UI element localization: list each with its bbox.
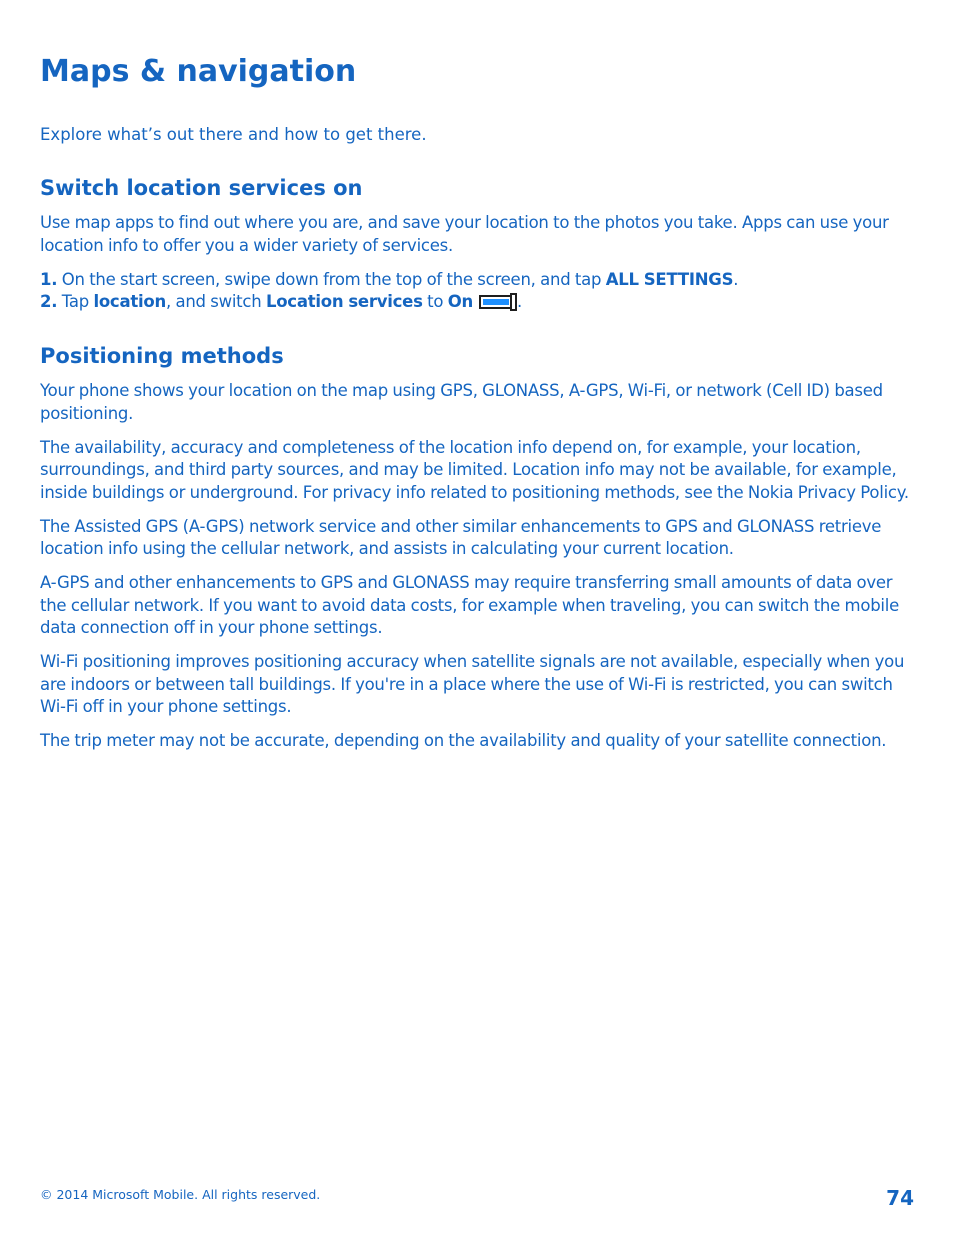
section-heading-positioning: Positioning methods [40, 344, 284, 368]
step-text: to [422, 292, 448, 311]
positioning-paragraph: A-GPS and other enhancements to GPS and GLONASS may require transferring small amounts of data over the cellular network. If you want to avoid data costs, for example when traveling, you can switch the mobile data connection off in your phone settings. [40, 573, 899, 637]
positioning-paragraph: Wi-Fi positioning improves positioning accuracy when satellite signals are not available, especially when you are indoors or between tall buildings. If you're in a place where the use of Wi-Fi is restricted, you can switch Wi-Fi off in your phone settings. [40, 652, 905, 716]
step-text-end: . [733, 269, 739, 289]
step-keyword-all-settings: ALL SETTINGS [605, 269, 734, 289]
step-2 [40, 291, 920, 314]
step-1 [40, 269, 920, 292]
toggle-switch-on-icon [479, 295, 517, 309]
copyright-footer: © 2014 Microsoft Mobile. All rights reserved. [40, 1187, 321, 1202]
step-keyword-location-services: Location services [265, 292, 423, 311]
step-number: 2. [40, 292, 58, 311]
positioning-paragraph: Your phone shows your location on the map using GPS, GLONASS, A-GPS, Wi-Fi, or network (Cell ID) based positioning. [40, 381, 883, 423]
page-number: 74 [886, 1186, 914, 1210]
positioning-paragraph: The availability, accuracy and completeness of the location info depend on, for example, your location, surroundings, and third party sources, and may be limited. Location info may not be available, for example, inside buildings or underground. For privacy info related to positioning methods, see the Nokia Privacy Policy. [40, 437, 909, 502]
step-number: 1. [40, 269, 58, 289]
page-title: Maps & navigation [40, 54, 357, 89]
step-text: On the start screen, swipe down from the top of the screen, and tap [61, 269, 606, 289]
location-body: Use map apps to find out where you are, and save your location to the photos you take. Apps can use your location info to offer you a wider variety of services. [40, 213, 889, 255]
step-keyword-location: location [93, 292, 166, 311]
step-text: Tap [61, 292, 94, 311]
section-positioning-methods [40, 341, 920, 764]
toggle-knob [510, 293, 517, 311]
section-location-services [40, 173, 920, 314]
steps-list [40, 269, 920, 314]
intro-text: Explore what’s out there and how to get there. [40, 125, 427, 144]
step-text: , and switch [165, 292, 266, 311]
step-keyword-on: On [447, 292, 474, 311]
positioning-paragraph: The Assisted GPS (A-GPS) network service and other similar enhancements to GPS and GLONASS retrieve location info using the cellular network, and assists in calculating your current location. [40, 516, 882, 558]
positioning-paragraph: The trip meter may not be accurate, depending on the availability and quality of your satellite connection. [40, 731, 887, 750]
section-heading-location: Switch location services on [40, 176, 363, 200]
step-text-end: . [517, 292, 523, 311]
toggle-fill [483, 299, 509, 305]
